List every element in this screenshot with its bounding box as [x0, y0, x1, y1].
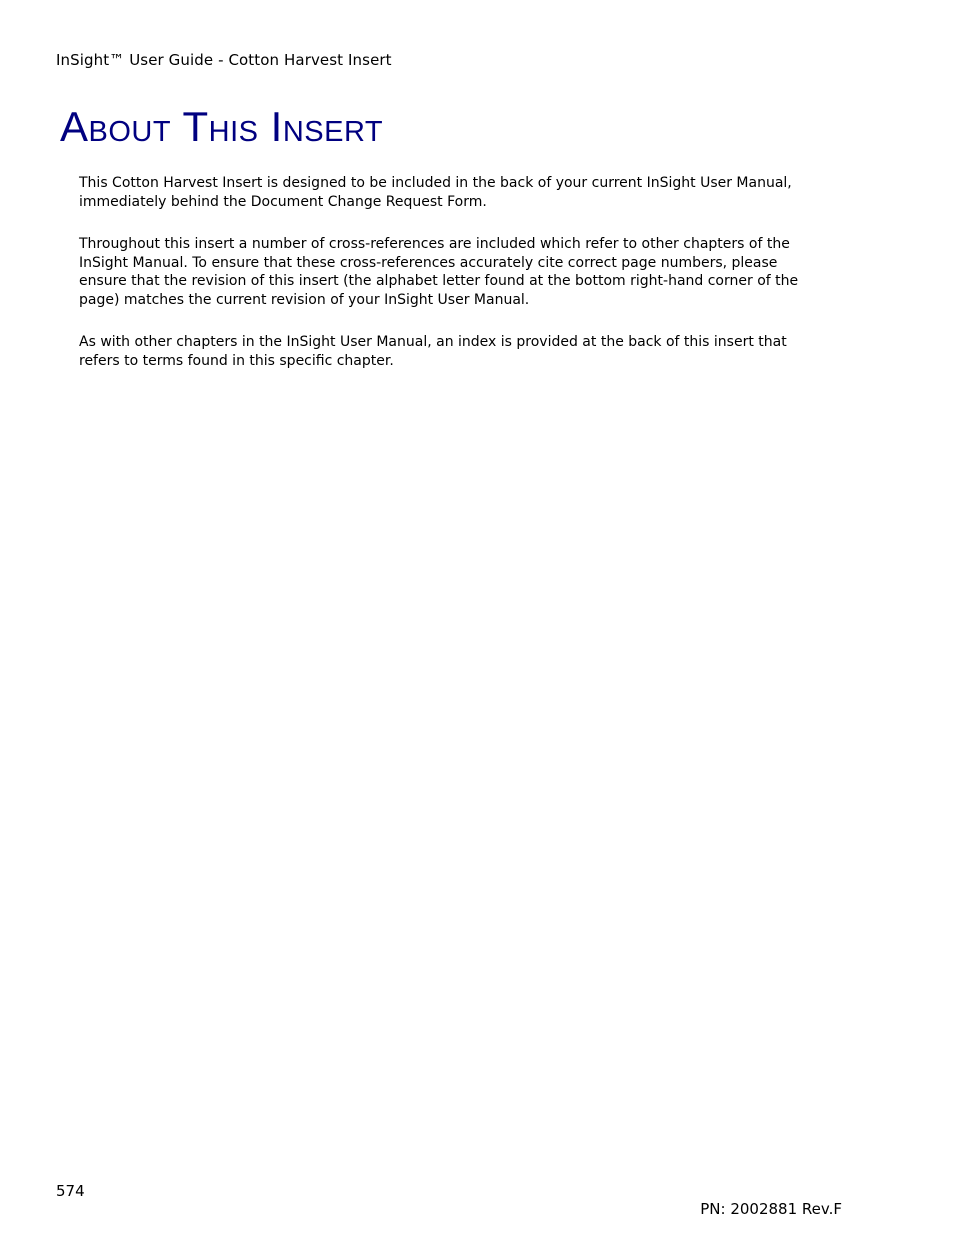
part-number: PN: 2002881 Rev.F [700, 1200, 842, 1218]
running-header: InSight™ User Guide - Cotton Harvest Insert [56, 51, 392, 69]
body-text [79, 174, 859, 394]
paragraph-intro: This Cotton Harvest Insert is designed to be included in the back of your current InSight User Manual, immediately behind the Document Change Request Form. [79, 175, 792, 210]
page-number: 574 [56, 1182, 85, 1200]
paragraph-cross-references: Throughout this insert a number of cross-references are included which refer to other chapters of the InSight Manual. To ensure that these cross-references accurately cite correct page numbers, please ensure that the revision of this insert (the alphabet letter found at the bottom right-hand corner of the page) matches the current revision of your InSight User Manual. [79, 236, 799, 308]
paragraph-index: As with other chapters in the InSight User Manual, an index is provided at the back of this insert that refers to terms found in this specific chapter. [79, 334, 787, 369]
page-title: About This Insert [60, 103, 384, 150]
